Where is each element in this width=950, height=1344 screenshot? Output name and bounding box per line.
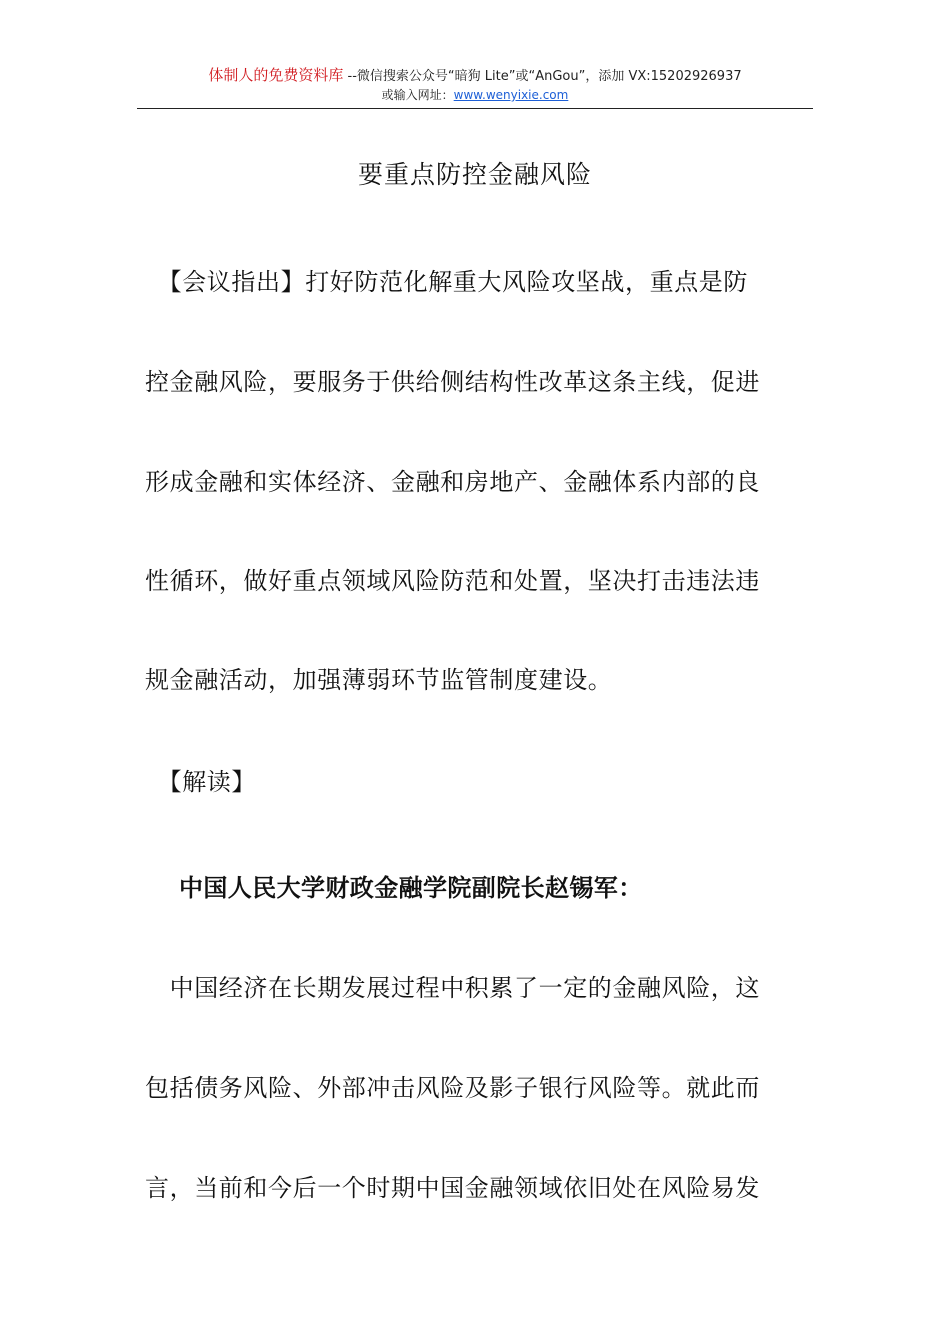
header-divider [137,108,813,109]
url-prefix: 或输入网址： [381,88,454,102]
paragraph-line: 规金融活动，加强薄弱环节监管制度建设。 [145,666,613,694]
document-title: 要重点防控金融风险 [357,160,592,189]
paragraph-line: 言，当前和今后一个时期中国金融领域依旧处在风险易发 [145,1174,760,1202]
paragraph-line: 性循环，做好重点领域风险防范和处置，坚决打击违法违 [145,567,760,595]
section-heading: 【解读】 [145,768,256,796]
brand-name: 体制人的免费资料库 [208,66,344,84]
url-line [137,86,813,104]
paragraph-line: 控金融风险，要服务于供给侧结构性改革这条主线，促进 [145,368,760,396]
paragraph-line: 【会议指出】打好防范化解重大风险攻坚战，重点是防 [145,268,748,296]
promo-text: --微信搜索公众号“暗狗 Lite”或“AnGou”，添加 VX:15202926937 [343,69,742,84]
page-header [137,66,813,104]
paragraph-line: 中国经济在长期发展过程中积累了一定的金融风险，这 [145,974,760,1002]
website-link[interactable]: www.wenyixie.com [453,88,569,102]
paragraph-line: 包括债务风险、外部冲击风险及影子银行风险等。就此而 [145,1074,760,1102]
paragraph-line: 形成金融和实体经济、金融和房地产、金融体系内部的良 [145,468,760,496]
speaker-heading: 中国人民大学财政金融学院副院长赵锡军： [179,874,643,902]
